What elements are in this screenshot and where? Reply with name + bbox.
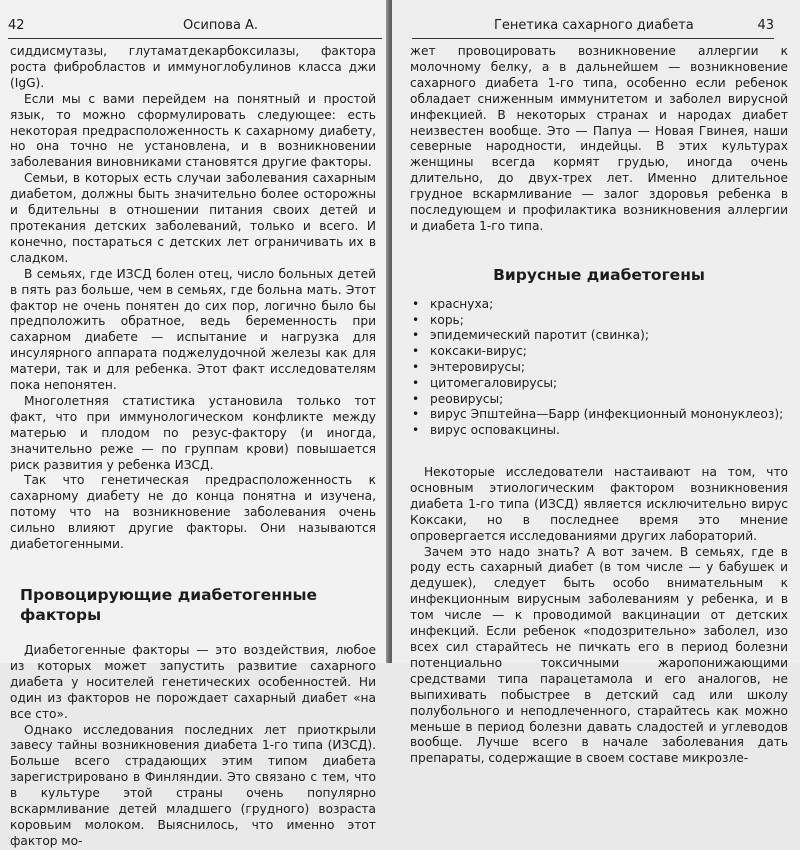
list-item-text: энтеровирусы; [430,360,525,375]
bullet-icon: • [412,375,420,390]
list-item [410,423,788,439]
list-item [410,297,788,313]
section-heading: Провоцирующие диабетогенные факторы [20,586,318,624]
spacer [410,451,788,465]
list-item [410,392,788,408]
paragraph: Многолетняя статистика установила только тот факт, что при иммунологическом конфликте между матерью и плодом по резус-фактору (и иногда, значительно реже — по группам крови) повышается риск развития у ребенка ИЗСД. [10,393,376,472]
paragraph: Зачем это надо знать? А вот зачем. В семьях, где в роду есть сахарный диабет (в том числе — у бабушек и дедушек), следует быть особо внимательным к инфекционным вирусным заболеваниям у ребенка, и в том числе — к проводимой вакцинации от детских инфекций. Если ребенок «подозрительно» заболел, изо всех сил старайтесь не пичкать его в период болезни потенциально токсичными жаропонижающими средствами типа парацетамола и его аналогов, не выпихивать побыстрее в детский сад или школу полубольного и неподлеченного, старайтесь как можно меньше в период болезни давать сладостей и углеводов вообще. Лучше всего в начале заболевания дать препараты, содержащие в своем составе микрозле- [410,544,788,766]
left-page-body [10,44,376,850]
left-page-header [8,14,382,39]
bullet-icon: • [412,312,420,327]
bullet-icon: • [412,296,420,311]
paragraph: сиддисмутазы, глутаматдекарбоксилазы, фактора роста фибробластов и иммуноглобулинов класса джи (IgG). [10,44,376,90]
bullet-icon: • [412,391,420,406]
list-item-text: краснуха; [430,296,494,311]
right-running-head: Генетика сахарного диабета [494,18,694,33]
section-heading: Вирусные диабетогены [493,265,705,284]
paragraph: Однако исследования последних лет приоткрыли завесу тайны возникновения диабета 1-го типа (ИЗСД). Больше всего страдающих этим типом диабета зарегистрировано в Финляндии. Это связано с тем, что в культуре этой страны очень популярно вскармливание детей младшего (грудного) возраста коровьим молоком. Выяснилось, что именно этот фактор мо- [10,722,376,848]
list-item-text: корь; [430,312,464,327]
paragraph: Если мы с вами перейдем на понятный и простой язык, то можно сформулировать следующее: есть некоторая предрасположенность к сахарному диабету, но она точно не установлена, и в возникновении заболевания виновниками становятся другие факторы. [10,91,376,170]
right-page-body [410,44,788,767]
right-page-header [412,14,774,39]
virus-list [410,297,788,439]
list-item-text: коксаки-вирус; [430,344,527,359]
right-page [392,0,800,766]
bullet-icon: • [412,360,420,375]
list-item-text: эпидемический паротит (свинка); [430,328,649,343]
paragraph: жет провоцировать возникновение аллергии к молочному белку, а в дальнейшем — возникновение сахарного диабета 1-го типа, особенно если ребенок обладает сниженным иммунитетом и заболел вирусной инфекцией. В некоторых странах и народах диабет неизвестен вообще. Это — Папуа — Новая Гвинея, наши северные народности, индейцы. В этих культурах женщины всегда кормят грудью, иногда очень длительно, до двух-трех лет. Именно длительное грудное вскармливание — залог здоровья ребенка в последующем и профилактика возникновения аллергии и диабета 1-го типа. [410,44,788,233]
list-item [410,407,788,423]
bullet-icon: • [412,407,420,422]
list-item [410,328,788,344]
left-page [0,0,388,848]
list-item-text: реовирусы; [430,391,504,406]
list-item [410,344,788,360]
bullet-icon: • [412,328,420,343]
paragraph: Диабетогенные факторы — это воздействия, любое из которых может запустить развитие сахарного диабета у носителей генетических особенностей. Ни один из факторов не порождает сахарный диабет «на все сто». [10,643,376,721]
list-item [410,376,788,392]
list-item-text: вирус осповакцины. [430,423,560,438]
paragraph: Семьи, в которых есть случаи заболевания сахарным диабетом, должны быть значительно более осторожны и бдительны в отношении питания своих детей и протекания детских заболеваний, только и всего. И конечно, постараться с детских лет ограничивать их в сладком. [10,171,376,265]
paragraph: Некоторые исследователи настаивают на том, что основным этиологическим фактором возникновения диабета 1-го типа (ИЗСД) является исключительно вирус Коксаки, но в последнее время это мнение опровергается исследованиями других лабораторий. [410,465,788,543]
left-running-head: Осипова А. [183,18,259,33]
bullet-icon: • [412,344,420,359]
paragraph: В семьях, где ИЗСД болен отец, число больных детей в пять раз больше, чем в семьях, где больна мать. Этот фактор не очень понятен до сих пор, логично было бы предположить обратное, ведь беременность при сахарном диабете — испытание и нагрузка для инсулярного аппарата поджелудочной железы как для матери, так и для ребенка. Этот факт исследователям пока непонятен. [10,266,376,393]
list-item [410,313,788,329]
bullet-icon: • [412,423,420,438]
list-item [410,360,788,376]
left-page-number: 42 [8,18,25,33]
paragraph: Так что генетическая предрасположенность к сахарному диабету не до конца понятна и изучена, потому что на возникновение заболевания очень сильно влияют другие факторы. Они называются диабетогенными. [10,473,376,552]
list-item-text: цитомегаловирусы; [430,375,558,390]
list-item-text: вирус Эпштейна—Барр (инфекционный мононуклеоз); [430,407,784,422]
right-page-number: 43 [757,18,774,33]
